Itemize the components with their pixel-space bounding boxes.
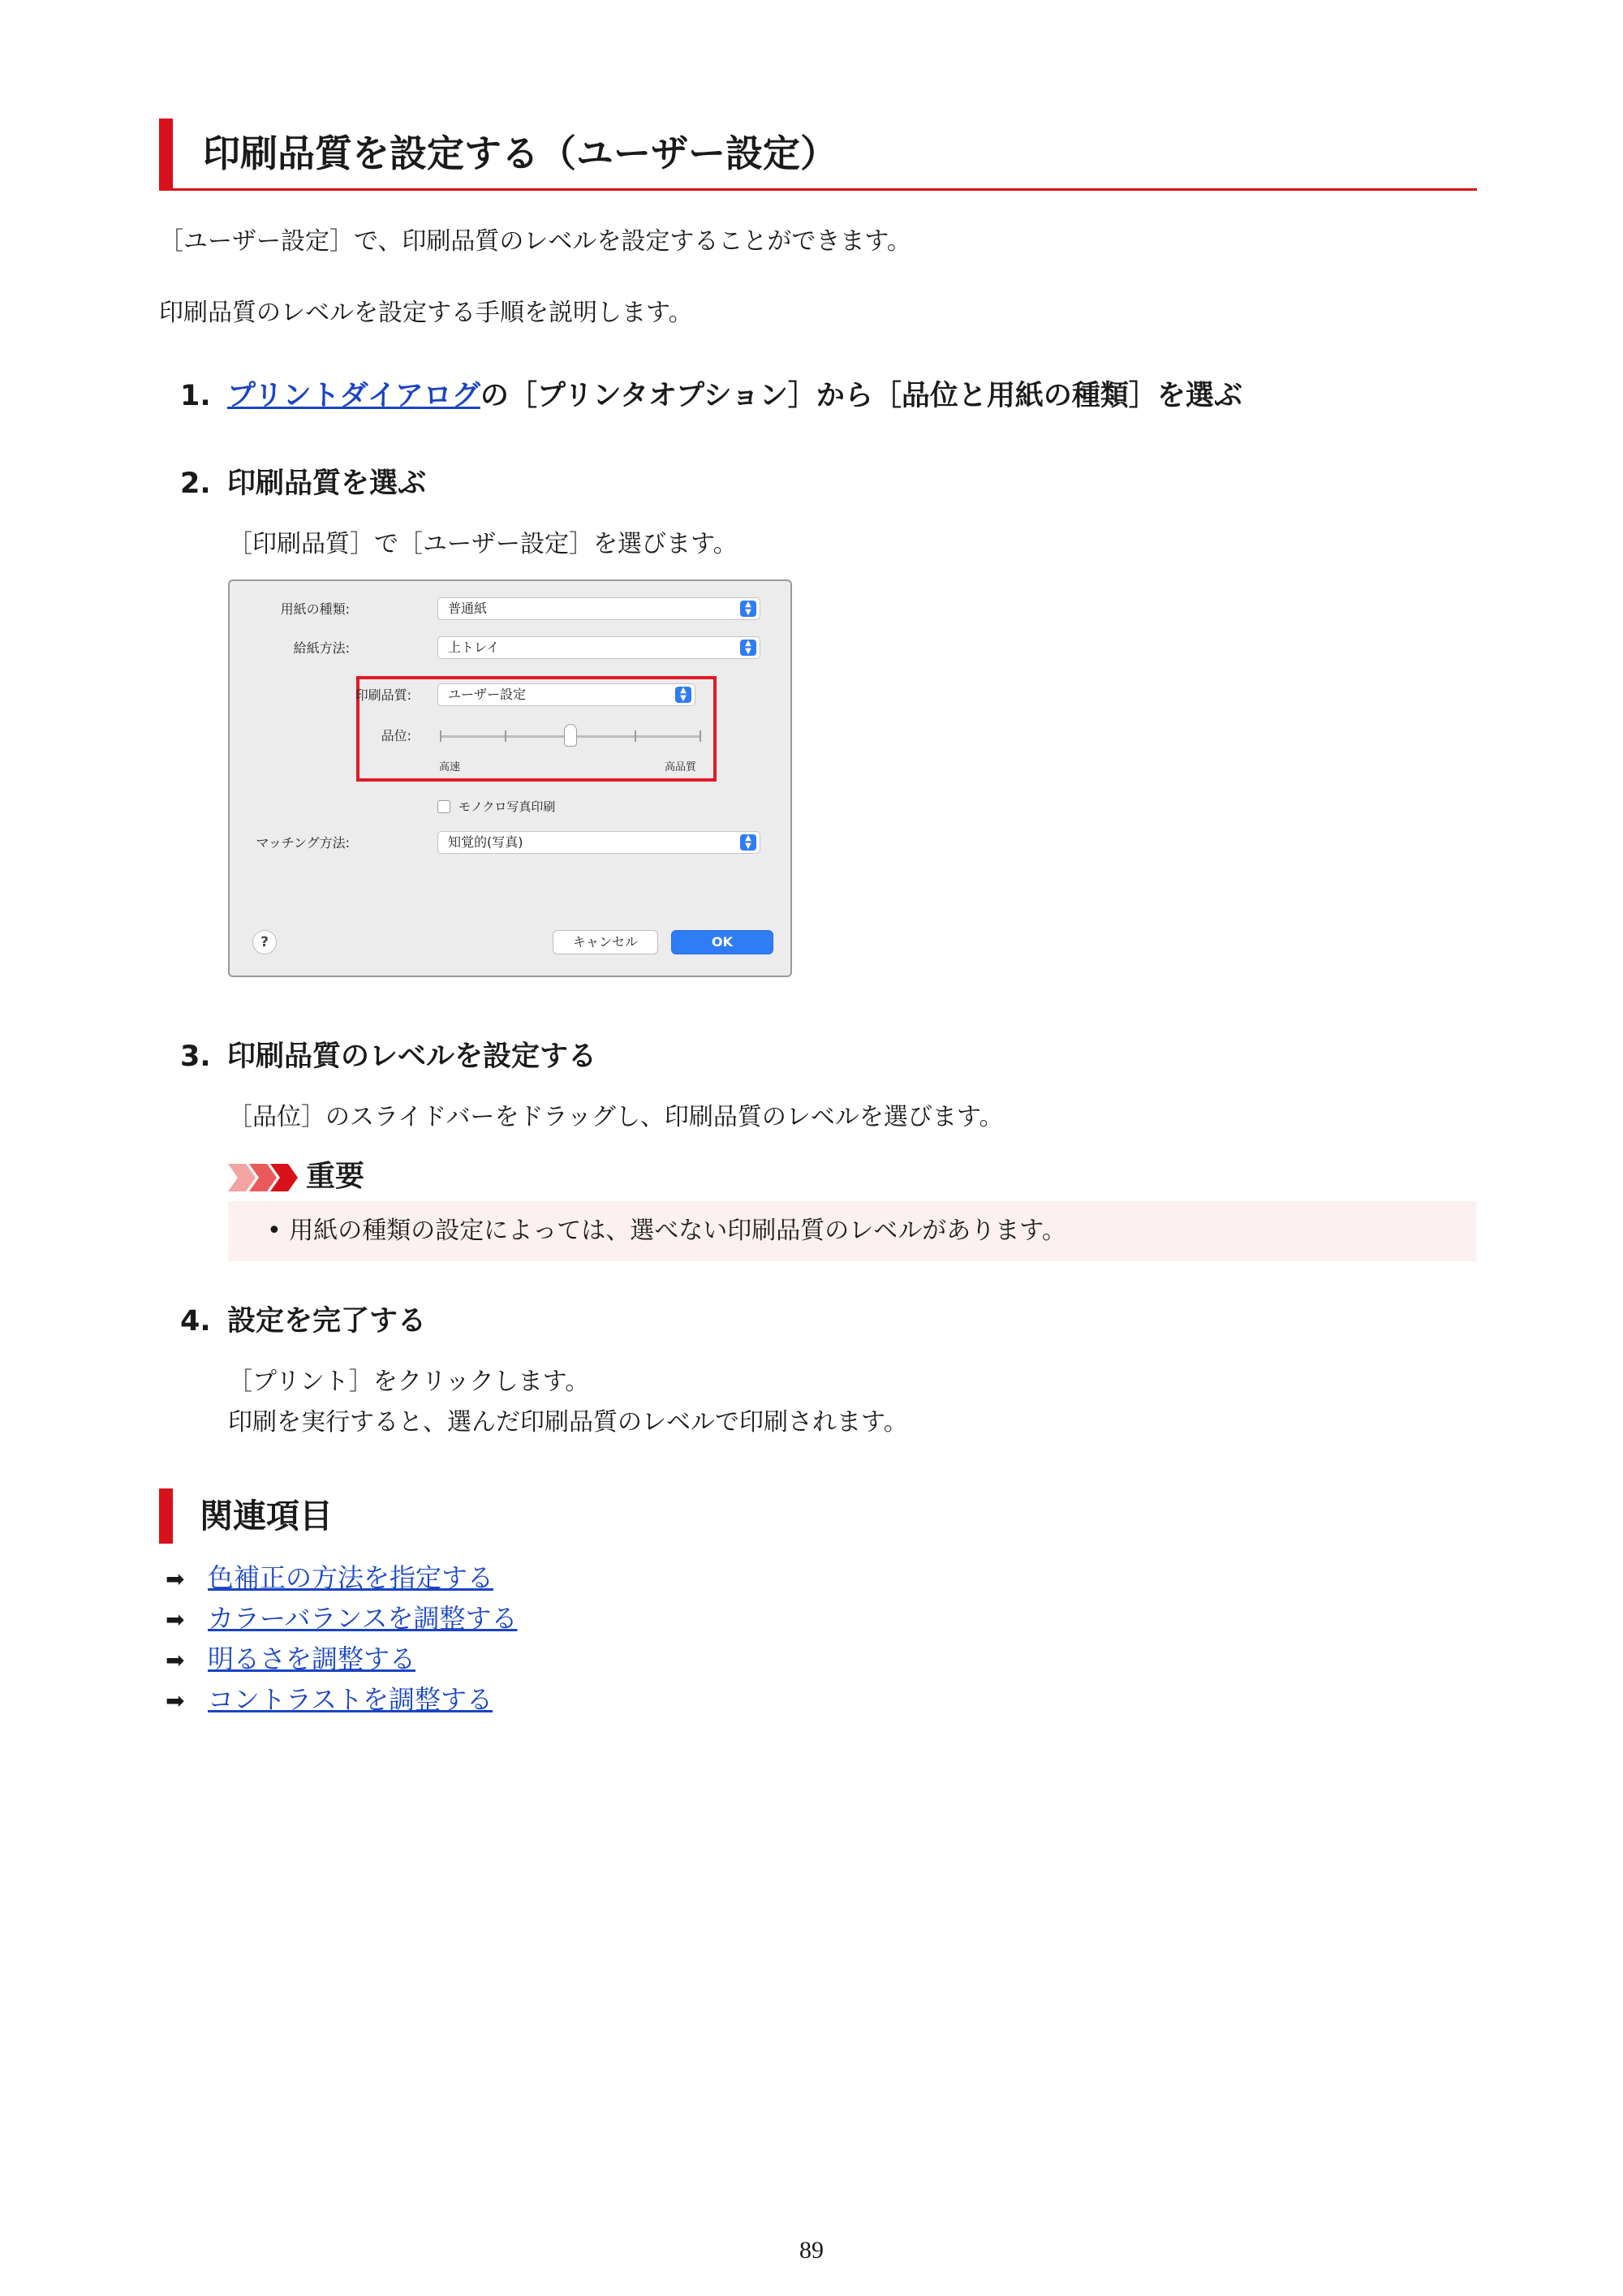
- matching-select[interactable]: [437, 831, 760, 854]
- mono-photo-checkbox[interactable]: [437, 800, 450, 813]
- related-heading: 関連項目: [200, 1497, 333, 1536]
- slider-min-label: 高速: [439, 761, 461, 773]
- matching-value: 知覚的(写真): [448, 834, 523, 850]
- intro-paragraph-1: ［ユーザー設定］で、印刷品質のレベルを設定することができます。: [159, 227, 911, 256]
- related-item: [166, 1641, 415, 1678]
- related-item: [166, 1560, 493, 1597]
- quality-dialog-screenshot: [228, 579, 792, 977]
- media-type-value: 普通紙: [448, 601, 488, 616]
- chevron-updown-icon: ▲ ▼: [740, 640, 756, 656]
- right-arrow-icon: ➡: [166, 1647, 185, 1674]
- right-arrow-icon: ➡: [166, 1687, 185, 1714]
- step-3-description: ［品位］のスライドバーをドラッグし、印刷品質のレベルを選びます。: [228, 1103, 1004, 1131]
- step-4: [180, 1302, 426, 1341]
- slider-tick: [700, 730, 701, 742]
- step-number: 4.: [180, 1305, 211, 1338]
- related-link-brightness[interactable]: 明るさを調整する: [208, 1643, 416, 1674]
- slider-tick: [505, 730, 506, 742]
- print-quality-label: 印刷品質:: [355, 687, 411, 703]
- step-2-description: ［印刷品質］で［ユーザー設定］を選びます。: [228, 530, 738, 558]
- print-quality-value: ユーザー設定: [448, 687, 527, 702]
- step-3: [180, 1037, 596, 1076]
- related-link-color-correction[interactable]: 色補正の方法を指定する: [208, 1562, 494, 1593]
- slider-tick: [635, 730, 636, 742]
- important-text: 用紙の種類の設定によっては、選べない印刷品質のレベルがあります。: [289, 1217, 1066, 1245]
- print-quality-select[interactable]: [437, 683, 695, 706]
- paper-source-select[interactable]: [437, 636, 760, 659]
- step-4-description-2: 印刷を実行すると、選んだ印刷品質のレベルで印刷されます。: [228, 1408, 908, 1437]
- related-link-contrast[interactable]: コントラストを調整する: [208, 1684, 493, 1715]
- matching-label: マッチング方法:: [256, 835, 350, 851]
- ok-button[interactable]: OK: [671, 930, 773, 954]
- step-number: 2.: [180, 467, 211, 500]
- step-number: 3.: [180, 1040, 211, 1073]
- related-item: [166, 1600, 517, 1638]
- quality-slider-knob[interactable]: [564, 724, 577, 747]
- media-type-label: 用紙の種類:: [280, 601, 350, 617]
- paper-source-value: 上トレイ: [448, 640, 500, 655]
- important-heading: [228, 1157, 364, 1196]
- title-accent-bar: [159, 118, 173, 190]
- step-2: [180, 464, 426, 503]
- important-box: [228, 1201, 1477, 1261]
- right-arrow-icon: ➡: [166, 1566, 185, 1592]
- print-dialog-link[interactable]: プリントダイアログ: [227, 380, 480, 412]
- important-bullet: • 用紙の種類の設定によっては、選べない印刷品質のレベルがあります。: [267, 1217, 1066, 1245]
- step-4-text: 設定を完了する: [227, 1305, 427, 1338]
- title-underline: [159, 188, 1477, 191]
- related-accent-bar: [159, 1488, 173, 1544]
- important-arrows-icon: [228, 1164, 298, 1191]
- page-title: 印刷品質を設定する（ユーザー設定）: [203, 131, 837, 175]
- intro-paragraph-2: 印刷品質のレベルを設定する手順を説明します。: [159, 299, 693, 327]
- chevron-updown-icon: ▲ ▼: [740, 601, 756, 617]
- slider-max-label: 高品質: [665, 761, 697, 773]
- media-type-select[interactable]: [437, 597, 760, 620]
- step-4-description: ［プリント］をクリックします。: [228, 1368, 590, 1396]
- step-1: [180, 377, 1242, 416]
- paper-source-label: 給紙方法:: [293, 640, 350, 656]
- step-1-text: の［プリンタオプション］から［品位と用紙の種類］を選ぶ: [480, 380, 1242, 412]
- important-label: 重要: [306, 1160, 365, 1193]
- chevron-updown-icon: ▲ ▼: [675, 687, 691, 703]
- cancel-button[interactable]: キャンセル: [553, 930, 658, 954]
- slider-tick: [440, 730, 441, 742]
- related-item: [166, 1682, 493, 1719]
- step-number: 1.: [180, 380, 211, 412]
- mono-photo-label: モノクロ写真印刷: [458, 799, 556, 814]
- step-3-text: 印刷品質のレベルを設定する: [227, 1040, 597, 1073]
- page-number: 89: [799, 2237, 824, 2264]
- help-button[interactable]: ?: [252, 930, 277, 954]
- chevron-updown-icon: ▲ ▼: [740, 834, 756, 851]
- step-2-text: 印刷品質を選ぶ: [227, 467, 427, 500]
- related-link-color-balance[interactable]: カラーバランスを調整する: [208, 1603, 518, 1634]
- right-arrow-icon: ➡: [166, 1606, 185, 1633]
- quality-label: 品位:: [381, 728, 411, 743]
